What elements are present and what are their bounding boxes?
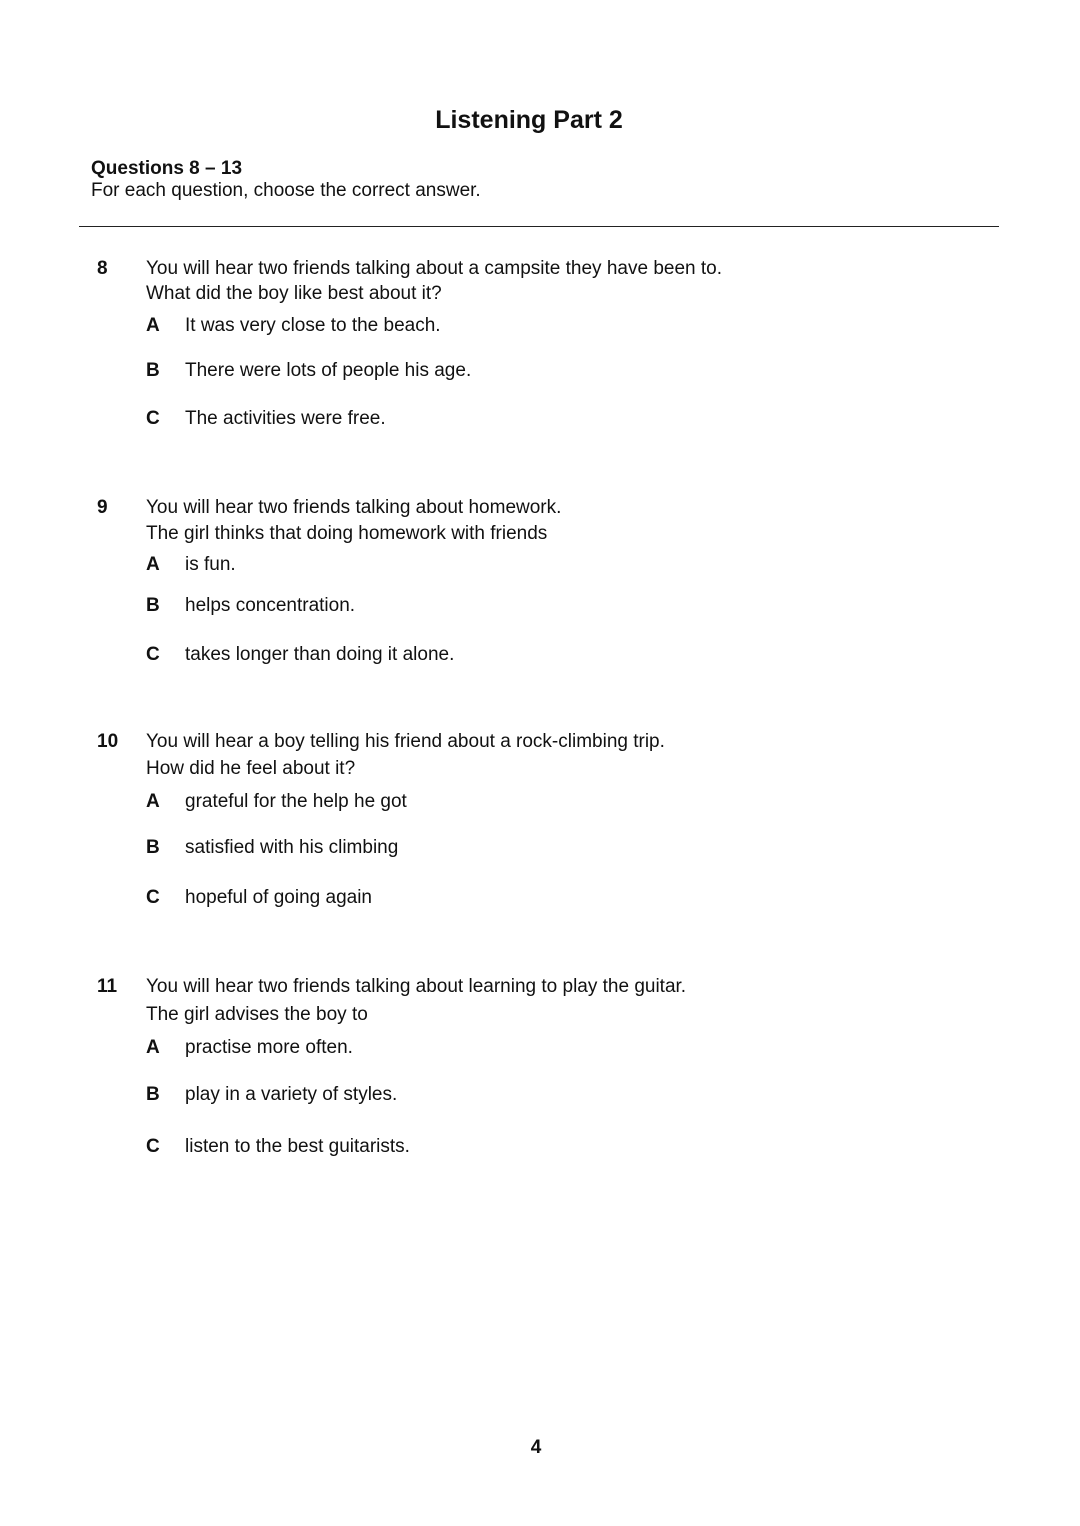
question-9	[0, 497, 1080, 697]
option-text: grateful for the help he got	[185, 791, 407, 812]
option-text: helps concentration.	[185, 595, 356, 616]
question-context: You will hear a boy telling his friend about a rock-climbing trip.	[146, 731, 665, 752]
option-letter: A	[146, 791, 160, 812]
question-number: 10	[97, 731, 119, 752]
option-letter: B	[146, 1084, 160, 1105]
question-8	[0, 258, 1080, 458]
question-10	[0, 731, 1080, 931]
option-letter: B	[146, 595, 160, 616]
option-letter: A	[146, 315, 160, 336]
question-context: You will hear two friends talking about a campsite they have been to.	[146, 258, 722, 279]
option-letter: C	[146, 887, 160, 908]
option-letter: C	[146, 644, 160, 665]
question-number: 8	[97, 258, 108, 279]
option-letter: A	[146, 1037, 160, 1058]
option-text: hopeful of going again	[185, 887, 372, 908]
option-text: The activities were free.	[185, 408, 386, 429]
page-number: 4	[530, 1437, 542, 1458]
question-prompt: The girl advises the boy to	[146, 1004, 368, 1025]
option-letter: B	[146, 360, 160, 381]
option-text: takes longer than doing it alone.	[185, 644, 455, 665]
option-letter: C	[146, 1136, 160, 1157]
question-number: 11	[97, 976, 118, 997]
option-text: It was very close to the beach.	[185, 315, 441, 336]
option-text: play in a variety of styles.	[185, 1084, 398, 1105]
question-11	[0, 976, 1080, 1176]
question-context: You will hear two friends talking about homework.	[146, 497, 562, 518]
option-text: satisfied with his climbing	[185, 837, 399, 858]
question-prompt: The girl thinks that doing homework with friends	[146, 523, 548, 544]
question-prompt: What did the boy like best about it?	[146, 283, 442, 304]
option-letter: B	[146, 837, 160, 858]
question-context: You will hear two friends talking about learning to play the guitar.	[146, 976, 687, 997]
question-prompt: How did he feel about it?	[146, 758, 356, 779]
option-text: practise more often.	[185, 1037, 353, 1058]
question-number: 9	[97, 497, 108, 518]
option-text: listen to the best guitarists.	[185, 1136, 410, 1157]
option-letter: A	[146, 554, 160, 575]
option-letter: C	[146, 408, 160, 429]
option-text: is fun.	[185, 554, 236, 575]
page-title: Listening Part 2	[435, 106, 623, 134]
instruction-text: For each question, choose the correct answer.	[91, 180, 481, 201]
option-text: There were lots of people his age.	[185, 360, 472, 381]
question-range: Questions 8 – 13	[91, 158, 243, 179]
divider-rule	[79, 226, 999, 227]
